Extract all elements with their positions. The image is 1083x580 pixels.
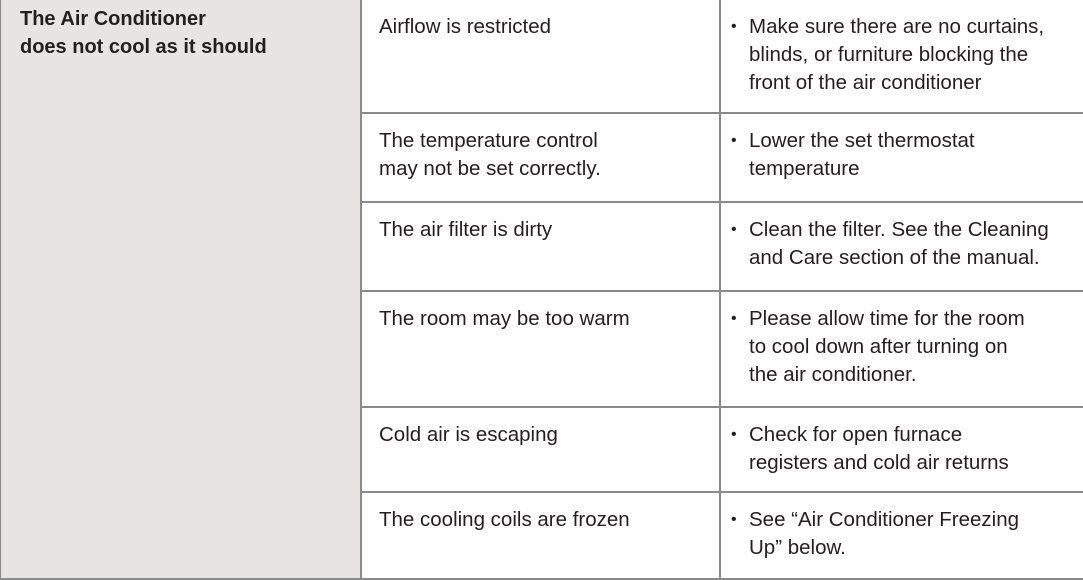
- solution-cell: [721, 408, 1083, 493]
- solution-line: the air conditioner.: [749, 363, 917, 386]
- solution-cell: [721, 493, 1083, 580]
- cause-cell: [362, 408, 721, 493]
- bullet-icon: •: [731, 426, 737, 443]
- solution-line: See “Air Conditioner Freezing: [749, 508, 1020, 531]
- solution-line: Up” below.: [749, 536, 846, 559]
- solution-line: blinds, or furniture blocking the: [749, 43, 1029, 66]
- solution-text: [749, 13, 1044, 112]
- problem-title: [20, 5, 360, 61]
- cause-cell: [362, 203, 721, 292]
- solution-text: [749, 216, 1049, 290]
- solution-cell: [721, 114, 1083, 203]
- cause-text: may not be set correctly.: [379, 157, 601, 180]
- bullet-icon: •: [731, 132, 737, 149]
- bullet-icon: •: [731, 221, 737, 238]
- solution-line: Make sure there are no curtains,: [749, 15, 1045, 38]
- cause-text: Airflow is restricted: [379, 15, 552, 38]
- solution-line: to cool down after turning on: [749, 335, 1008, 358]
- cause-text: The temperature control: [379, 129, 598, 152]
- solution-line: registers and cold air returns: [749, 451, 1009, 474]
- solution-text: [749, 506, 1019, 578]
- solution-line: front of the air conditioner: [749, 71, 982, 94]
- solution-text: [749, 127, 975, 201]
- cause-text: The air filter is dirty: [379, 218, 553, 241]
- solution-line: Check for open furnace: [749, 423, 963, 446]
- solution-line: and Care section of the manual.: [749, 246, 1040, 269]
- cause-text: The room may be too warm: [379, 307, 630, 330]
- table-left-border: [0, 0, 1, 580]
- problem-title-line: does not cool as it should: [20, 36, 267, 58]
- cause-cell: [362, 292, 721, 408]
- problem-title-line: The Air Conditioner: [20, 8, 206, 30]
- cause-cell: [362, 0, 721, 114]
- solution-cell: [721, 292, 1083, 408]
- bullet-icon: •: [731, 511, 737, 528]
- bullet-icon: •: [731, 310, 737, 327]
- cause-cell: [362, 493, 721, 580]
- cause-cell: [362, 114, 721, 203]
- bullet-icon: •: [731, 18, 737, 35]
- solution-text: [749, 305, 1025, 406]
- cause-text: The cooling coils are frozen: [379, 508, 630, 531]
- solution-line: Clean the filter. See the Cleaning: [749, 218, 1049, 241]
- solution-text: [749, 421, 1009, 491]
- solution-line: Lower the set thermostat: [749, 129, 975, 152]
- cause-text: Cold air is escaping: [379, 423, 558, 446]
- solution-cell: [721, 0, 1083, 114]
- solution-cell: [721, 203, 1083, 292]
- problem-cell: [0, 0, 362, 580]
- solution-line: temperature: [749, 157, 860, 180]
- solution-line: Please allow time for the room: [749, 307, 1025, 330]
